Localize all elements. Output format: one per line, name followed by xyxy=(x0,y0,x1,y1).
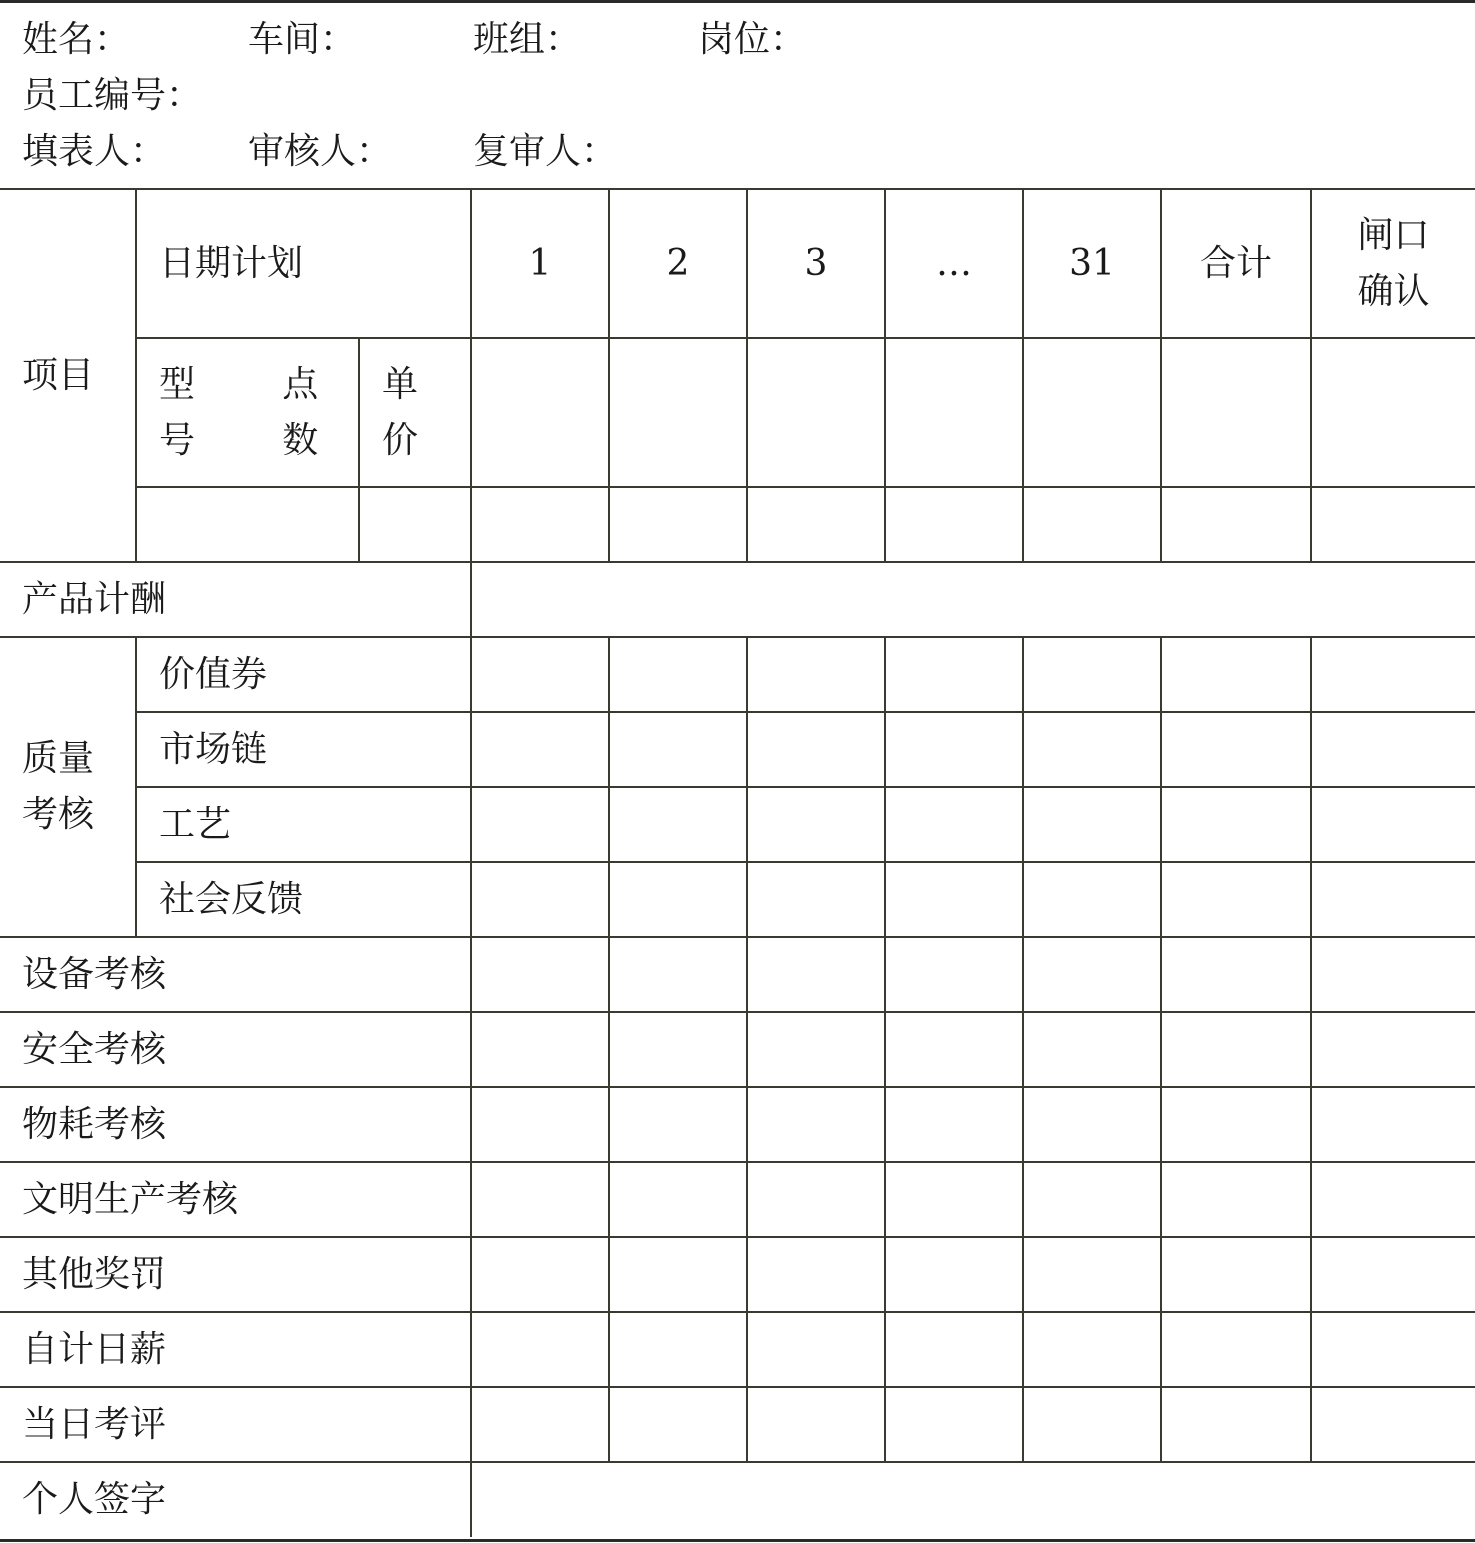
quality-row xyxy=(0,712,1475,787)
signature-label: 个人签字 xyxy=(0,1462,471,1537)
table-cell xyxy=(1311,637,1475,712)
table-cell xyxy=(1311,937,1475,1012)
quality-row xyxy=(0,862,1475,937)
table-cell xyxy=(471,1012,609,1087)
table-cell xyxy=(609,1312,747,1387)
table-cell xyxy=(1023,712,1161,787)
signature-row xyxy=(0,1462,1475,1537)
table-cell xyxy=(1023,338,1161,487)
table-cell xyxy=(471,1312,609,1387)
assessment-row xyxy=(0,1087,1475,1162)
product-pay-row xyxy=(0,562,1475,637)
item-label: 项目 xyxy=(0,189,136,562)
table-cell xyxy=(359,487,471,562)
table-cell xyxy=(747,338,885,487)
table-cell xyxy=(1161,1237,1311,1312)
table-cell xyxy=(1161,487,1311,562)
table-cell xyxy=(885,1312,1023,1387)
table-cell xyxy=(1023,487,1161,562)
table-cell xyxy=(471,338,609,487)
table-cell xyxy=(1311,862,1475,937)
table-cell xyxy=(1161,1012,1311,1087)
table-cell xyxy=(471,712,609,787)
table-cell xyxy=(885,1087,1023,1162)
table-cell xyxy=(885,712,1023,787)
table-cell xyxy=(747,937,885,1012)
row-label: 物耗考核 xyxy=(0,1087,471,1162)
table-cell xyxy=(609,1012,747,1087)
day-header: 1 xyxy=(471,189,609,338)
quality-row xyxy=(0,787,1475,862)
model-points-cell xyxy=(136,338,359,487)
table-cell xyxy=(471,1237,609,1312)
table-cell xyxy=(609,787,747,862)
header-row xyxy=(0,189,1475,338)
table-cell xyxy=(471,862,609,937)
table-cell xyxy=(1023,1387,1161,1462)
table-cell xyxy=(747,1162,885,1237)
table-cell xyxy=(747,787,885,862)
gate-confirm-header xyxy=(1311,189,1475,338)
gate-confirm-label: 闸口确认 xyxy=(1357,214,1430,312)
day-header: … xyxy=(885,189,1023,338)
table-cell xyxy=(609,1387,747,1462)
table-cell xyxy=(747,1012,885,1087)
quality-item-label: 社会反馈 xyxy=(136,862,471,937)
payroll-table xyxy=(0,188,1475,1537)
table-cell xyxy=(885,1237,1023,1312)
quality-item-label: 工艺 xyxy=(136,787,471,862)
table-cell xyxy=(885,1012,1023,1087)
blank-row xyxy=(0,487,1475,562)
table-cell xyxy=(1311,487,1475,562)
table-cell xyxy=(471,487,609,562)
table-cell xyxy=(1311,712,1475,787)
table-cell xyxy=(747,1387,885,1462)
quality-item-label: 价值券 xyxy=(136,637,471,712)
table-cell xyxy=(471,637,609,712)
assessment-row xyxy=(0,1237,1475,1312)
row-label: 自计日薪 xyxy=(0,1312,471,1387)
team-label: 班组： xyxy=(473,19,582,60)
points-label: 点数 xyxy=(282,363,319,461)
assessment-row xyxy=(0,1312,1475,1387)
filler-label: 填表人： xyxy=(22,131,167,172)
table-cell xyxy=(1161,637,1311,712)
quality-item-label: 市场链 xyxy=(136,712,471,787)
unit-price-label: 单价 xyxy=(382,363,419,461)
table-cell xyxy=(885,338,1023,487)
table-cell xyxy=(136,487,359,562)
quality-label-cell xyxy=(0,637,136,937)
reviewer-label: 审核人： xyxy=(248,131,393,172)
assessment-row xyxy=(0,937,1475,1012)
table-cell xyxy=(609,338,747,487)
table-cell xyxy=(609,637,747,712)
table-cell xyxy=(1023,637,1161,712)
table-cell xyxy=(747,862,885,937)
table-cell xyxy=(747,712,885,787)
table-cell xyxy=(1023,1012,1161,1087)
table-cell xyxy=(471,1387,609,1462)
assessment-row xyxy=(0,1387,1475,1462)
row-label: 安全考核 xyxy=(0,1012,471,1087)
employee-no-label: 员工编号： xyxy=(22,75,203,116)
table-cell xyxy=(747,637,885,712)
table-cell xyxy=(885,787,1023,862)
table-cell xyxy=(1023,787,1161,862)
model-row xyxy=(0,338,1475,487)
table-cell xyxy=(1023,1312,1161,1387)
table-cell xyxy=(1311,787,1475,862)
table-cell xyxy=(1023,862,1161,937)
total-header: 合计 xyxy=(1161,189,1311,338)
table-cell xyxy=(885,937,1023,1012)
model-label: 型号 xyxy=(159,363,196,461)
table-cell xyxy=(747,487,885,562)
day-header: 2 xyxy=(609,189,747,338)
day-header: 3 xyxy=(747,189,885,338)
table-cell xyxy=(747,1237,885,1312)
top-rule xyxy=(0,0,1475,3)
table-cell xyxy=(609,712,747,787)
table-cell xyxy=(1311,338,1475,487)
table-cell xyxy=(885,1387,1023,1462)
table-cell xyxy=(885,487,1023,562)
table-cell xyxy=(471,1087,609,1162)
table-cell xyxy=(609,937,747,1012)
row-label: 设备考核 xyxy=(0,937,471,1012)
assessment-row xyxy=(0,1162,1475,1237)
table-cell xyxy=(747,1087,885,1162)
table-cell xyxy=(885,637,1023,712)
rechecker-label: 复审人： xyxy=(473,131,618,172)
table-cell xyxy=(1023,1087,1161,1162)
table-cell xyxy=(1161,1087,1311,1162)
table-cell xyxy=(609,1087,747,1162)
row-label: 文明生产考核 xyxy=(0,1162,471,1237)
quality-row xyxy=(0,637,1475,712)
table-cell xyxy=(1023,937,1161,1012)
row-label: 当日考评 xyxy=(0,1387,471,1462)
table-cell xyxy=(471,1162,609,1237)
table-cell xyxy=(747,1312,885,1387)
table-cell xyxy=(885,1162,1023,1237)
table-cell xyxy=(1161,1387,1311,1462)
signature-cell xyxy=(471,1462,1475,1537)
table-cell xyxy=(1311,1312,1475,1387)
table-cell xyxy=(1161,338,1311,487)
table-cell xyxy=(1311,1162,1475,1237)
table-cell xyxy=(1161,862,1311,937)
workshop-label: 车间： xyxy=(248,19,357,60)
table-cell xyxy=(471,787,609,862)
table-cell xyxy=(471,937,609,1012)
table-cell xyxy=(609,487,747,562)
table-cell xyxy=(609,1237,747,1312)
table-cell xyxy=(1023,1237,1161,1312)
date-plan-label: 日期计划 xyxy=(136,189,471,338)
post-label: 岗位： xyxy=(698,19,807,60)
table-cell xyxy=(1311,1012,1475,1087)
day-header: 31 xyxy=(1023,189,1161,338)
table-cell xyxy=(1161,712,1311,787)
unit-price-cell xyxy=(359,338,471,487)
table-cell xyxy=(1161,1312,1311,1387)
bottom-rule xyxy=(0,1539,1475,1542)
table-cell xyxy=(1023,1162,1161,1237)
table-cell xyxy=(609,862,747,937)
table-cell xyxy=(1311,1237,1475,1312)
table-cell xyxy=(609,1162,747,1237)
table-cell xyxy=(885,862,1023,937)
table-cell xyxy=(1161,787,1311,862)
product-pay-cell xyxy=(471,562,1475,637)
row-label: 其他奖罚 xyxy=(0,1237,471,1312)
table-cell xyxy=(1311,1387,1475,1462)
name-label: 姓名： xyxy=(22,19,131,60)
product-pay-label: 产品计酬 xyxy=(0,562,471,637)
table-cell xyxy=(1161,1162,1311,1237)
quality-label: 质量考核 xyxy=(22,738,95,835)
assessment-row xyxy=(0,1012,1475,1087)
table-cell xyxy=(1311,1087,1475,1162)
table-cell xyxy=(1161,937,1311,1012)
